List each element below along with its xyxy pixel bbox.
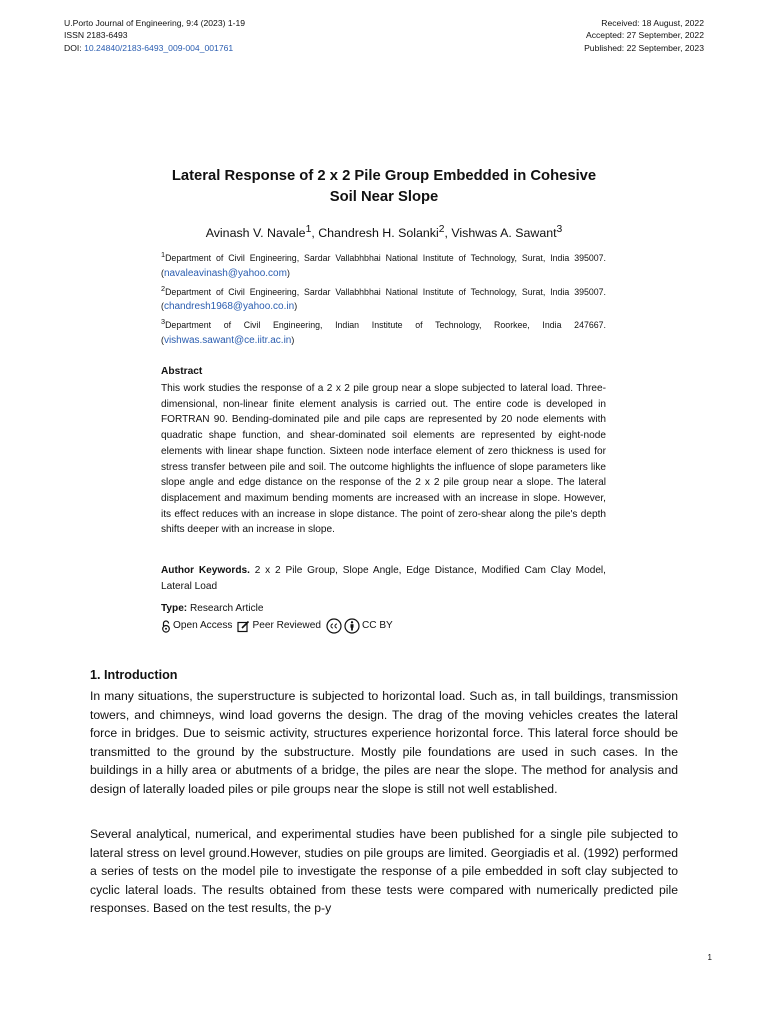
email-link[interactable]: navaleavinash@yahoo.com (163, 267, 287, 279)
doi-line (64, 42, 245, 54)
journal-header-left (64, 17, 245, 54)
keywords-label: Author Keywords. (161, 565, 250, 576)
issn: ISSN 2183-6493 (64, 30, 128, 41)
affiliation-close: ) (286, 267, 290, 278)
accepted-date: Accepted: 27 September, 2022 (585, 30, 704, 41)
affiliation-close: ) (294, 301, 298, 312)
journal-header-right (584, 17, 704, 54)
doi-label: DOI: (64, 42, 85, 53)
author-sup: 1 (305, 224, 312, 235)
article-type (161, 602, 263, 616)
email-link[interactable]: chandresh1968@yahoo.co.in (163, 301, 295, 313)
affiliation-text: Department of Civil Engineering, Indian Institute of Technology, Roorkee, India 247667. ( (161, 319, 606, 345)
creative-commons-icon (326, 618, 342, 634)
attribution-icon (344, 618, 360, 634)
title-line-2: Soil Near Slope (329, 189, 439, 205)
received-date: Received: 18 August, 2022 (601, 18, 704, 28)
keywords-text: 2 x 2 Pile Group, Slope Angle, Edge Distance, Modified Cam Clay Model, Lateral Load (161, 565, 606, 592)
paper-title (100, 166, 668, 208)
author-keywords (161, 563, 606, 594)
author-sup: 3 (556, 224, 563, 235)
author-list (100, 224, 668, 240)
type-value: Research Article (187, 603, 264, 614)
section-heading-introduction: 1. Introduction (90, 668, 178, 682)
author-sup: 2 (438, 224, 445, 235)
open-access-icon (161, 620, 171, 633)
affiliations (161, 248, 606, 349)
article-badges (161, 618, 393, 634)
intro-paragraph-2: Several analytical, numerical, and experimental studies have been published for a single pile subjected to lateral stress on level ground.However, studies on pile groups are limited. Georgiadis et al. (1992) performed a series of tests on the model pile to investigate the response of a pile embedded in soft clay subjected to cyclic lateral loads. The results obtained from these tests were compared with numerically predicted pile responses. Based on the test results, the p-y (90, 827, 678, 916)
peer-reviewed-icon (237, 620, 250, 633)
author-separator: , (311, 226, 319, 241)
abstract-text: This work studies the response of a 2 x 2 pile group near a slope subjected to lateral load. Three-dimensional, non-linear finite element analysis is carried out. The entire code is developed in FORTRAN 90. Bending-dominated pile and pile caps are represented by 20 node elements with quadratic shape function, and shear-dominated soil elements are represented by eight-node elements with linear shape function. Sixteen node interface element of zero thickness is used for stress transfer between pile and soil. The outcome highlights the influence of slope parameters like slope angle and edge distance on the response of the 2 x 2 pile group near a slope. The lateral displacement and maximum bending moments are increased with an increase in slope. However, its effect reduces with an increase in slope distance. The point of zero-shear along the pile's depth shifts deeper with an increase in slope. (161, 383, 606, 536)
peer-reviewed-label: Peer Reviewed (252, 620, 321, 631)
affiliation-3 (161, 315, 606, 349)
affiliation-1 (161, 248, 606, 282)
author-separator: , (444, 226, 452, 241)
license-label: CC BY (361, 620, 393, 631)
author-name: Avinash V. Navale (205, 226, 306, 241)
affiliation-close: ) (291, 334, 295, 345)
affiliation-sup: 2 (161, 283, 166, 293)
author-name: Chandresh H. Solanki (318, 226, 439, 241)
title-line-1: Lateral Response of 2 x 2 Pile Group Embedded in Cohesive (171, 168, 597, 184)
affiliation-sup: 1 (161, 250, 166, 259)
journal-citation: U.Porto Journal of Engineering, 9:4 (2023) 1-19 (64, 18, 246, 28)
affiliation-text: Department of Civil Engineering, Sardar Vallabhbhai National Institute of Technology, Surat, India 395007. ( (161, 286, 606, 312)
email-link[interactable]: vishwas.sawant@ce.iitr.ac.in (163, 334, 292, 346)
abstract-heading: Abstract (161, 366, 203, 377)
intro-paragraph-1: In many situations, the superstructure is subjected to horizontal load. Such as, in tall buildings, transmission towers, and chimneys, wind load governs the design. The drag of the moving vehicles creates the lateral force in bridges. Due to seismic activity, structures experience horizontal force. This lateral force should be transmitted to the ground by the substructure. Mostly pile foundations are used in such cases. In the buildings in a hilly area or abutments of a bridge, the piles are near the slope. The method for analysis and design of laterally loaded piles or pile groups near the slope is still not well established. (90, 689, 678, 796)
doi-link[interactable]: 10.24840/2183-6493_009-004_001761 (84, 42, 234, 53)
affiliation-sup: 3 (161, 317, 166, 327)
author-name: Vishwas A. Sawant (451, 226, 557, 241)
page-number: 1 (707, 953, 712, 962)
type-label: Type: (161, 603, 188, 614)
published-date: Published: 22 September, 2023 (584, 42, 704, 53)
open-access-label: Open Access (173, 620, 233, 631)
affiliation-2 (161, 282, 606, 316)
affiliation-text: Department of Civil Engineering, Sardar Vallabhbhai National Institute of Technology, Surat, India 395007. ( (161, 252, 606, 278)
